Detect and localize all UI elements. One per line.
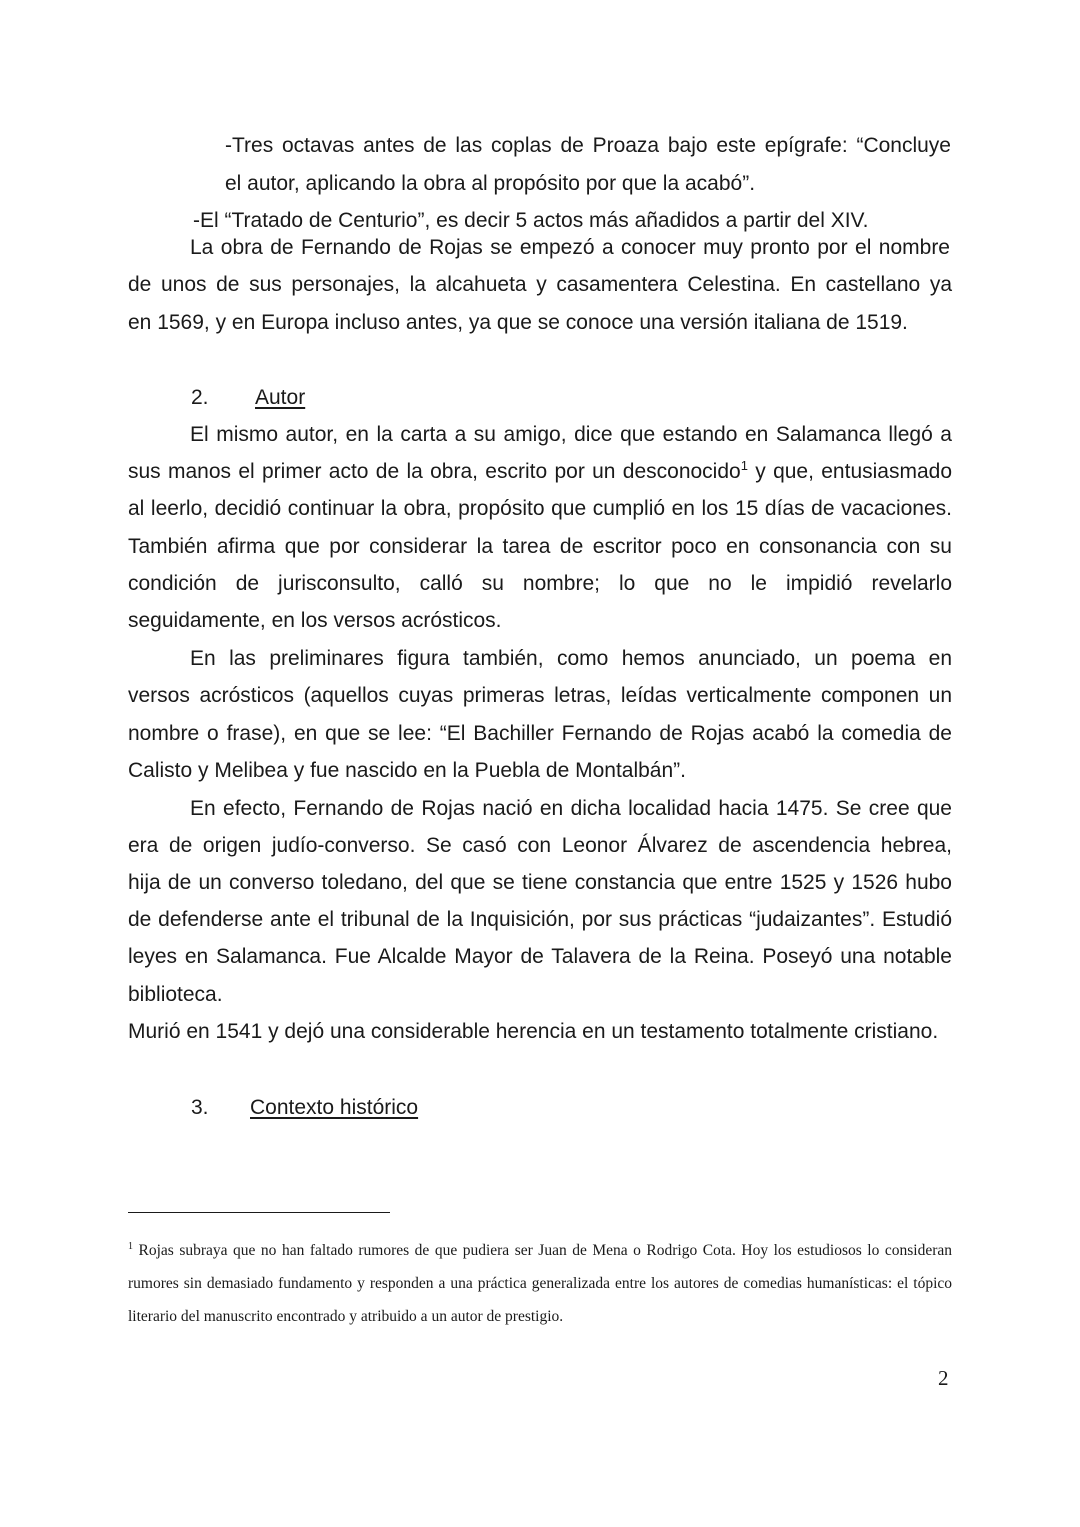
paragraph-line: versos acrósticos (aquellos cuyas primeras letras, leídas verticalmente componen un (128, 684, 952, 707)
footnote-text: Rojas subraya que no han faltado rumores de que pudiera ser Juan de Mena o Rodrigo Cota. Hoy los estudiosos lo consideran rumores sin demasiado fundamento y responden a una práctica generalizada entre los autores de comedias humanísticas: el tópico literario del manuscrito encontrado y atribuido a un autor de prestigio. (128, 1242, 952, 1325)
paragraph-line: Calisto y Melibea y fue nascido en la Puebla de Montalbán”. (128, 759, 686, 782)
section-title: Contexto histórico (250, 1096, 419, 1119)
paragraph-line: biblioteca. (128, 983, 223, 1006)
paragraph-line: En efecto, Fernando de Rojas nació en dicha localidad hacia 1475. Se cree que (190, 797, 952, 820)
paragraph-text: sus manos el primer acto de la obra, escrito por un desconocido (128, 460, 741, 483)
footnote-marker: 1 (128, 1240, 133, 1252)
footnote-reference: 1 (740, 458, 748, 473)
section-number: 3. (191, 1096, 209, 1119)
paragraph-line: condición de jurisconsulto, calló su nombre; lo que no le impidió revelarlo (128, 572, 952, 595)
paragraph-line: leyes en Salamanca. Fue Alcalde Mayor de Talavera de la Reina. Poseyó una notable (128, 945, 952, 968)
paragraph-line: nombre o frase), en que se lee: “El Bachiller Fernando de Rojas acabó la comedia de (128, 722, 952, 745)
paragraph-line: Murió en 1541 y dejó una considerable herencia en un testamento totalmente cristiano. (128, 1020, 939, 1043)
list-item-octavas: -Tres octavas antes de las coplas de Proaza bajo este epígrafe: “Concluye (225, 134, 951, 157)
paragraph-line: en 1569, y en Europa incluso antes, ya que se conoce una versión italiana de 1519. (128, 311, 908, 334)
paragraph-line: La obra de Fernando de Rojas se empezó a conocer muy pronto por el nombre (190, 236, 950, 259)
paragraph-line: era de origen judío-converso. Se casó con Leonor Álvarez de ascendencia hebrea, (128, 834, 952, 857)
paragraph-line: En las preliminares figura también, como hemos anunciado, un poema en (190, 647, 952, 670)
footnote-separator (128, 1212, 390, 1213)
paragraph-line: seguidamente, en los versos acrósticos. (128, 609, 502, 632)
section-title: Autor (255, 386, 306, 409)
paragraph-line: También afirma que por considerar la tarea de escritor poco en consonancia con su (128, 535, 952, 558)
paragraph-line: de defenderse ante el tribunal de la Inquisición, por sus prácticas “judaizantes”. Estudió (128, 908, 952, 931)
paragraph-line: al leerlo, decidió continuar la obra, propósito que cumplió en los 15 días de vacaciones. (128, 497, 952, 520)
paragraph-line: de unos de sus personajes, la alcahueta y casamentera Celestina. En castellano ya (128, 273, 952, 296)
paragraph-line (128, 458, 952, 486)
section-number: 2. (191, 386, 209, 409)
paragraph-line: El mismo autor, en la carta a su amigo, dice que estando en Salamanca llegó a (190, 423, 952, 446)
paragraph-text: y que, entusiasmado (747, 460, 953, 483)
list-item-octavas-cont: el autor, aplicando la obra al propósito por que la acabó”. (225, 172, 756, 195)
list-item-centurio: -El “Tratado de Centurio”, es decir 5 actos más añadidos a partir del XIV. (193, 209, 869, 232)
paragraph-line: hija de un converso toledano, del que se tiene constancia que entre 1525 y 1526 hubo (128, 871, 952, 894)
page-number: 2 (938, 1366, 949, 1390)
footnote (128, 1234, 952, 1333)
